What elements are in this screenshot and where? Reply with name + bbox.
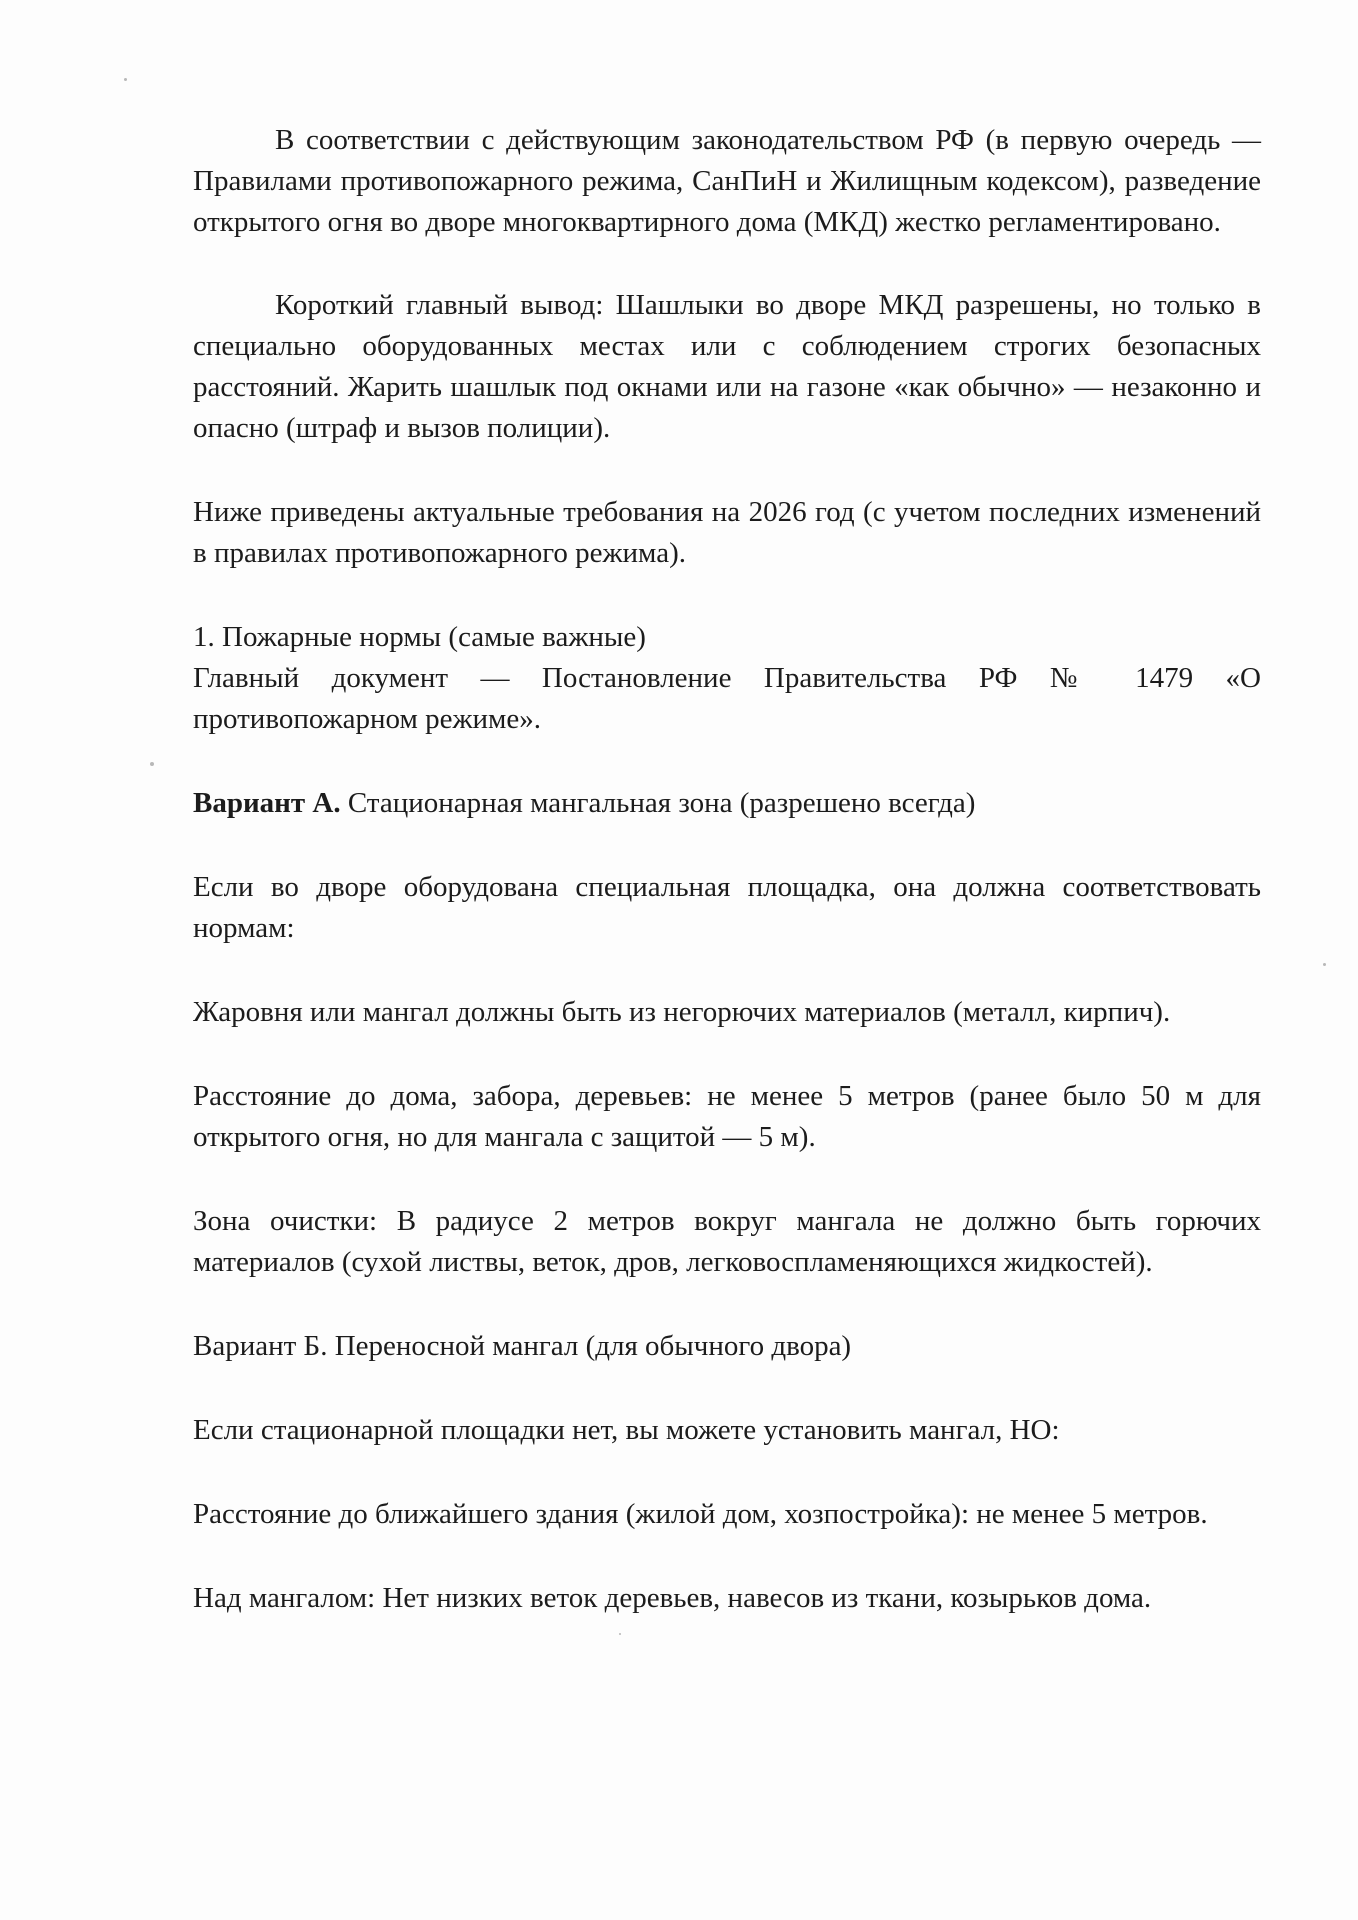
overhead-paragraph: Над мангалом: Нет низких веток деревьев, навесов из ткани, козырьков дома. — [193, 1582, 1152, 1614]
scan-speck — [150, 762, 154, 766]
intro-paragraph: В соответствии с действующим законодательством РФ (в первую очередь — Правилами противопожарного режима, СанПиН и Жилищным кодексом), разведение открытого огня во дворе многоквартирного дома (МКД) жестко регламентировано. — [193, 124, 1261, 238]
distance-paragraph: Расстояние до дома, забора, деревьев: не менее 5 метров (ранее было 50 м для открытого огня, но для мангала с защитой — 5 м). — [193, 1080, 1261, 1153]
variant-b-intro-paragraph: Если стационарной площадки нет, вы можете установить мангал, НО: — [193, 1414, 1060, 1446]
materials-paragraph: Жаровня или мангал должны быть из негорючих материалов (металл, кирпич). — [193, 996, 1171, 1028]
variant-a-label: Вариант А. — [193, 787, 341, 819]
requirements-intro-paragraph: Ниже приведены актуальные требования на 2026 год (с учетом последних изменений в правилах противопожарного режима). — [193, 496, 1261, 569]
variant-a-intro-paragraph: Если во дворе оборудована специальная площадка, она должна соответствовать нормам: — [193, 871, 1261, 944]
document-body — [193, 120, 1261, 1619]
building-distance-paragraph: Расстояние до ближайшего здания (жилой дом, хозпостройка): не менее 5 метров. — [193, 1498, 1208, 1530]
scan-speck — [619, 1633, 621, 1635]
summary-paragraph: Короткий главный вывод: Шашлыки во дворе МКД разрешены, но только в специально оборудованных местах или с соблюдением строгих безопасных расстояний. Жарить шашлык под окнами или на газоне «как обычно» — незаконно и опасно (штраф и вызов полиции). — [193, 289, 1261, 444]
scan-speck — [124, 78, 127, 81]
variant-a-title: Стационарная мангальная зона (разрешено всегда) — [340, 787, 976, 819]
cleaning-zone-paragraph: Зона очистки: В радиусе 2 метров вокруг мангала не должно быть горючих материалов (сухой листвы, веток, дров, легковоспламеняющихся жидкостей). — [193, 1205, 1261, 1278]
scan-speck — [1323, 963, 1326, 966]
main-document-paragraph: Главный документ — Постановление Правительства РФ № 1479 «О противопожарном режиме». — [193, 662, 1261, 735]
variant-b-heading: Вариант Б. Переносной мангал (для обычного двора) — [193, 1330, 852, 1362]
variant-a-heading — [193, 783, 1261, 824]
section-heading-fire-norms: 1. Пожарные нормы (самые важные) — [193, 621, 646, 653]
